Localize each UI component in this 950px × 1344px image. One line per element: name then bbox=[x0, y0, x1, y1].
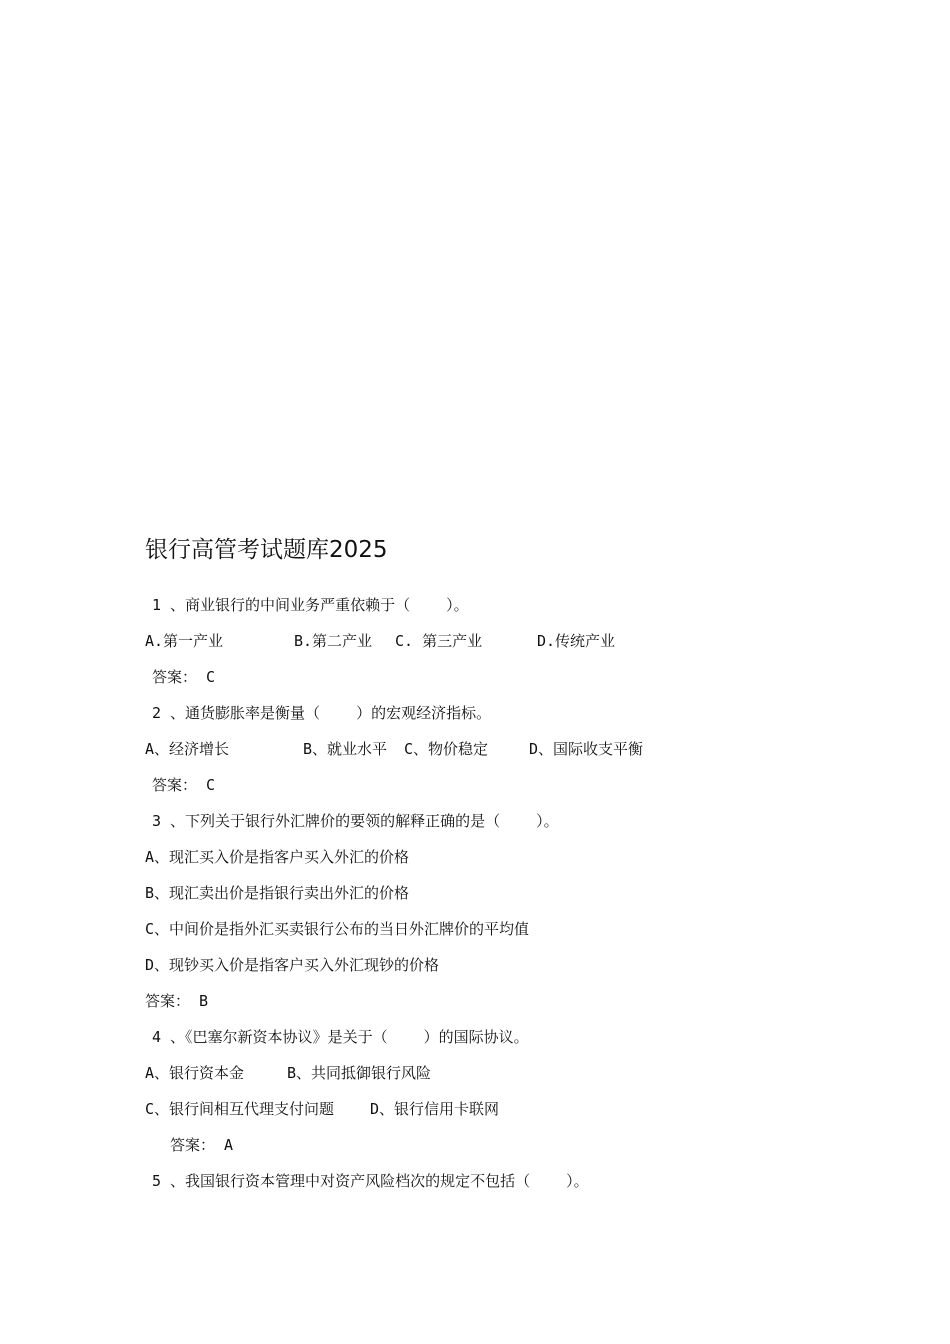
question-3-answer: 答案： B bbox=[145, 992, 209, 1010]
question-3-option-c: C、中间价是指外汇买卖银行公布的当日外汇牌价的平均值 bbox=[145, 920, 530, 938]
question-1-answer: 答案： C bbox=[152, 668, 216, 686]
question-2-option-a: A、经济增长 bbox=[145, 740, 230, 758]
question-2-answer: 答案： C bbox=[152, 776, 216, 794]
question-4-option-b: B、共同抵御银行风险 bbox=[287, 1064, 432, 1082]
question-1-stem: 1 、商业银行的中间业务严重依赖于（ ）。 bbox=[152, 596, 469, 614]
page-title: 银行高管考试题库2025 bbox=[145, 537, 388, 563]
question-4-option-c: C、银行间相互代理支付问题 bbox=[145, 1100, 335, 1118]
question-2-option-d: D、国际收支平衡 bbox=[529, 740, 644, 758]
question-3-option-d: D、现钞买入价是指客户买入外汇现钞的价格 bbox=[145, 956, 440, 974]
question-2-option-c: C、物价稳定 bbox=[404, 740, 489, 758]
question-2-stem: 2 、通货膨胀率是衡量（ ）的宏观经济指标。 bbox=[152, 704, 492, 722]
question-4-answer: 答案： A bbox=[170, 1136, 234, 1154]
question-3-option-a: A、现汇买入价是指客户买入外汇的价格 bbox=[145, 848, 410, 866]
question-1-option-d: D.传统产业 bbox=[537, 632, 616, 650]
question-5-stem: 5 、我国银行资本管理中对资产风险档次的规定不包括（ ）。 bbox=[152, 1172, 589, 1190]
question-4-option-d: D、银行信用卡联网 bbox=[370, 1100, 500, 1118]
question-1-option-b: B.第二产业 bbox=[294, 632, 373, 650]
question-4-stem: 4 、《巴塞尔新资本协议》是关于（ ）的国际协议。 bbox=[152, 1028, 529, 1046]
question-1-option-c: C. 第三产业 bbox=[395, 632, 483, 650]
question-1-option-a: A.第一产业 bbox=[145, 632, 224, 650]
question-2-option-b: B、就业水平 bbox=[303, 740, 388, 758]
question-3-stem: 3 、下列关于银行外汇牌价的要领的解释正确的是（ ）。 bbox=[152, 812, 559, 830]
question-4-option-a: A、银行资本金 bbox=[145, 1064, 245, 1082]
question-3-option-b: B、现汇卖出价是指银行卖出外汇的价格 bbox=[145, 884, 410, 902]
